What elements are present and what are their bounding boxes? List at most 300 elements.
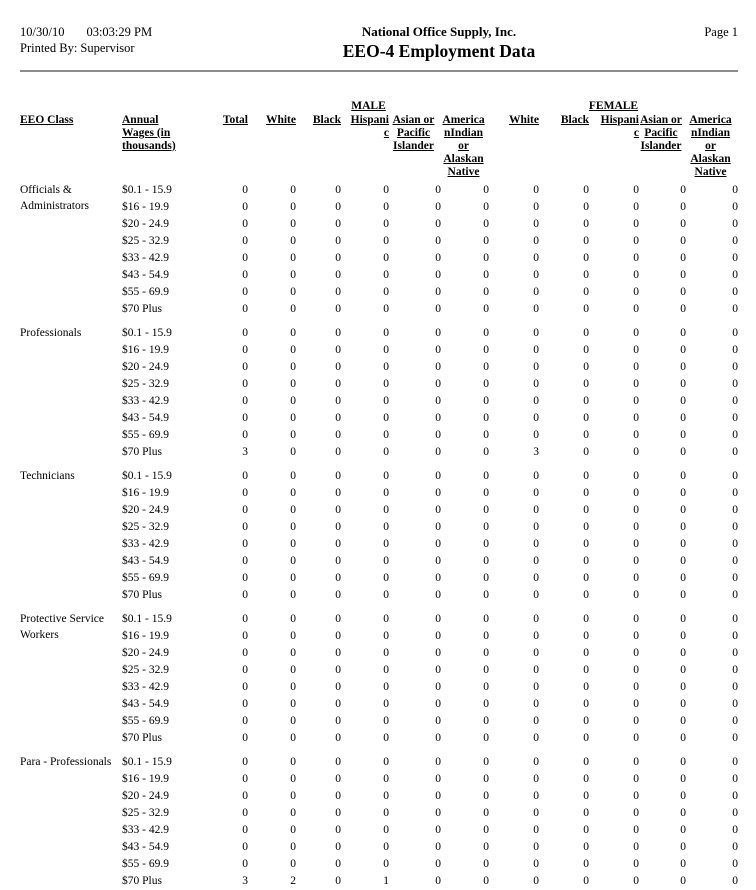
count-cell-female_hispanic: 0 <box>633 378 639 390</box>
wage-band-label: $55 - 69.9 <box>122 715 169 727</box>
eeo-section <box>20 754 738 890</box>
count-cell-male_white: 0 <box>290 429 296 441</box>
count-cell-male_asian_pacific: 0 <box>435 521 441 533</box>
count-cell-female_white: 0 <box>533 824 539 836</box>
table-row <box>122 250 738 267</box>
count-cell-male_white: 0 <box>290 303 296 315</box>
count-cell-female_american_indian: 0 <box>732 504 738 516</box>
count-cell-male_american_indian: 0 <box>483 807 489 819</box>
count-cell-male_black: 0 <box>335 201 341 213</box>
wage-band-label: $20 - 24.9 <box>122 647 169 659</box>
count-cell-male_black: 0 <box>335 378 341 390</box>
count-cell-male_hispanic: 0 <box>383 361 389 373</box>
count-cell-female_asian_pacific: 0 <box>680 361 686 373</box>
table-row <box>122 856 738 873</box>
count-cell-male_hispanic: 0 <box>383 344 389 356</box>
count-cell-female_hispanic: 0 <box>633 555 639 567</box>
count-cell-female_asian_pacific: 0 <box>680 429 686 441</box>
count-cell-male_american_indian: 0 <box>483 235 489 247</box>
count-cell-male_american_indian: 0 <box>483 395 489 407</box>
table-row <box>122 788 738 805</box>
table-row <box>122 519 738 536</box>
count-cell-total: 0 <box>242 303 248 315</box>
wage-band-label: $25 - 32.9 <box>122 521 169 533</box>
count-cell-female_white: 0 <box>533 664 539 676</box>
count-cell-female_american_indian: 0 <box>732 664 738 676</box>
count-cell-male_black: 0 <box>335 790 341 802</box>
count-cell-female_asian_pacific: 0 <box>680 572 686 584</box>
count-cell-female_black: 0 <box>583 858 589 870</box>
title-block <box>220 24 658 61</box>
count-cell-male_american_indian: 0 <box>483 470 489 482</box>
count-cell-male_black: 0 <box>335 344 341 356</box>
count-cell-male_asian_pacific: 0 <box>435 412 441 424</box>
wage-band-label: $43 - 54.9 <box>122 698 169 710</box>
count-cell-total: 0 <box>242 681 248 693</box>
table-row <box>122 359 738 376</box>
count-cell-male_hispanic: 0 <box>383 681 389 693</box>
count-cell-male_hispanic: 0 <box>383 446 389 458</box>
count-cell-female_hispanic: 0 <box>633 504 639 516</box>
count-cell-male_black: 0 <box>335 303 341 315</box>
count-cell-total: 0 <box>242 756 248 768</box>
count-cell-total: 0 <box>242 286 248 298</box>
page-number: Page 1 <box>704 25 738 39</box>
count-cell-female_asian_pacific: 0 <box>680 824 686 836</box>
count-cell-male_american_indian: 0 <box>483 841 489 853</box>
count-cell-female_black: 0 <box>583 773 589 785</box>
count-cell-female_american_indian: 0 <box>732 327 738 339</box>
table-row <box>122 679 738 696</box>
table-row <box>122 611 738 628</box>
count-cell-male_black: 0 <box>335 361 341 373</box>
count-cell-male_hispanic: 0 <box>383 630 389 642</box>
count-cell-male_hispanic: 0 <box>383 303 389 315</box>
count-cell-female_black: 0 <box>583 732 589 744</box>
column-header-female-american-indian-alaskan-native: America nIndian or Alaskan Native <box>689 114 732 178</box>
count-cell-male_american_indian: 0 <box>483 664 489 676</box>
count-cell-female_american_indian: 0 <box>732 252 738 264</box>
count-cell-male_black: 0 <box>335 538 341 550</box>
count-cell-male_white: 0 <box>290 361 296 373</box>
count-cell-male_asian_pacific: 0 <box>435 589 441 601</box>
count-cell-female_black: 0 <box>583 521 589 533</box>
wage-band-label: $20 - 24.9 <box>122 361 169 373</box>
count-cell-male_hispanic: 0 <box>383 235 389 247</box>
count-cell-female_asian_pacific: 0 <box>680 446 686 458</box>
count-cell-male_american_indian: 0 <box>483 218 489 230</box>
count-cell-female_american_indian: 0 <box>732 538 738 550</box>
count-cell-female_hispanic: 0 <box>633 613 639 625</box>
count-cell-male_white: 0 <box>290 790 296 802</box>
column-header-male-black: Black <box>312 114 341 126</box>
count-cell-female_american_indian: 0 <box>732 555 738 567</box>
column-header-male-asian-pacific-islander: Asian or Pacific Islander <box>392 114 435 152</box>
count-cell-female_hispanic: 0 <box>633 252 639 264</box>
count-cell-female_white: 0 <box>533 572 539 584</box>
wage-band-label: $70 Plus <box>122 732 162 744</box>
count-cell-female_black: 0 <box>583 201 589 213</box>
table-row <box>122 822 738 839</box>
count-cell-male_american_indian: 0 <box>483 538 489 550</box>
count-cell-male_hispanic: 0 <box>383 858 389 870</box>
wage-band-label: $55 - 69.9 <box>122 858 169 870</box>
wage-band-label: $0.1 - 15.9 <box>122 327 172 339</box>
count-cell-male_american_indian: 0 <box>483 732 489 744</box>
count-cell-male_black: 0 <box>335 429 341 441</box>
count-cell-female_hispanic: 0 <box>633 647 639 659</box>
count-cell-male_asian_pacific: 0 <box>435 395 441 407</box>
count-cell-female_hispanic: 0 <box>633 698 639 710</box>
count-cell-male_black: 0 <box>335 732 341 744</box>
count-cell-female_asian_pacific: 0 <box>680 344 686 356</box>
count-cell-female_asian_pacific: 0 <box>680 184 686 196</box>
count-cell-male_black: 0 <box>335 664 341 676</box>
count-cell-total: 0 <box>242 572 248 584</box>
count-cell-male_hispanic: 0 <box>383 732 389 744</box>
wage-band-label: $0.1 - 15.9 <box>122 756 172 768</box>
wage-band-label: $33 - 42.9 <box>122 395 169 407</box>
wage-band-label: $20 - 24.9 <box>122 790 169 802</box>
wage-band-label: $70 Plus <box>122 446 162 458</box>
count-cell-male_black: 0 <box>335 841 341 853</box>
table-row <box>122 805 738 822</box>
count-cell-female_black: 0 <box>583 429 589 441</box>
count-cell-female_black: 0 <box>583 647 589 659</box>
table-row <box>122 771 738 788</box>
column-header-male-white: White <box>265 114 296 126</box>
count-cell-female_hispanic: 0 <box>633 824 639 836</box>
table-row <box>122 233 738 250</box>
table-row <box>122 502 738 519</box>
count-cell-female_white: 0 <box>533 715 539 727</box>
count-cell-male_american_indian: 0 <box>483 681 489 693</box>
count-cell-female_asian_pacific: 0 <box>680 715 686 727</box>
count-cell-male_black: 0 <box>335 572 341 584</box>
count-cell-male_white: 0 <box>290 395 296 407</box>
wage-band-label: $55 - 69.9 <box>122 572 169 584</box>
count-cell-total: 0 <box>242 504 248 516</box>
count-cell-female_white: 0 <box>533 698 539 710</box>
count-cell-female_hispanic: 0 <box>633 286 639 298</box>
count-cell-female_hispanic: 0 <box>633 429 639 441</box>
wage-band-label: $16 - 19.9 <box>122 630 169 642</box>
count-cell-male_black: 0 <box>335 504 341 516</box>
count-cell-male_black: 0 <box>335 184 341 196</box>
count-cell-total: 0 <box>242 361 248 373</box>
count-cell-male_asian_pacific: 0 <box>435 715 441 727</box>
count-cell-female_american_indian: 0 <box>732 732 738 744</box>
count-cell-male_hispanic: 0 <box>383 589 389 601</box>
count-cell-total: 0 <box>242 378 248 390</box>
count-cell-male_asian_pacific: 0 <box>435 446 441 458</box>
eeo-class-label: Para - Professionals <box>20 756 112 768</box>
count-cell-female_white: 0 <box>533 218 539 230</box>
count-cell-female_black: 0 <box>583 395 589 407</box>
count-cell-total: 0 <box>242 858 248 870</box>
count-cell-female_hispanic: 0 <box>633 184 639 196</box>
count-cell-male_black: 0 <box>335 589 341 601</box>
eeo-table <box>20 100 738 890</box>
count-cell-total: 3 <box>242 875 248 887</box>
count-cell-female_black: 0 <box>583 252 589 264</box>
count-cell-female_american_indian: 0 <box>732 841 738 853</box>
count-cell-total: 0 <box>242 538 248 550</box>
count-cell-female_white: 0 <box>533 875 539 887</box>
count-cell-male_white: 0 <box>290 715 296 727</box>
wage-band-label: $16 - 19.9 <box>122 487 169 499</box>
count-cell-female_black: 0 <box>583 470 589 482</box>
count-cell-female_asian_pacific: 0 <box>680 286 686 298</box>
table-row <box>122 410 738 427</box>
count-cell-male_black: 0 <box>335 395 341 407</box>
print-time: 03:03:29 PM <box>86 25 153 39</box>
count-cell-male_asian_pacific: 0 <box>435 732 441 744</box>
count-cell-female_white: 0 <box>533 732 539 744</box>
male-column-headers <box>248 114 489 179</box>
count-cell-male_asian_pacific: 0 <box>435 698 441 710</box>
count-cell-male_asian_pacific: 0 <box>435 429 441 441</box>
count-cell-female_black: 0 <box>583 269 589 281</box>
table-row <box>122 645 738 662</box>
table-row <box>122 199 738 216</box>
wage-band-label: $16 - 19.9 <box>122 773 169 785</box>
count-cell-male_white: 0 <box>290 344 296 356</box>
count-cell-female_american_indian: 0 <box>732 875 738 887</box>
count-cell-male_white: 0 <box>290 647 296 659</box>
count-cell-male_hispanic: 0 <box>383 252 389 264</box>
count-cell-male_asian_pacific: 0 <box>435 303 441 315</box>
count-cell-male_black: 0 <box>335 252 341 264</box>
count-cell-female_asian_pacific: 0 <box>680 521 686 533</box>
count-cell-female_white: 0 <box>533 378 539 390</box>
print-date: 10/30/10 <box>20 25 65 39</box>
count-cell-female_white: 0 <box>533 807 539 819</box>
count-cell-female_black: 0 <box>583 807 589 819</box>
column-header-female-hispanic: Hispani c <box>600 114 639 139</box>
count-cell-male_american_indian: 0 <box>483 361 489 373</box>
count-cell-female_black: 0 <box>583 630 589 642</box>
count-cell-total: 0 <box>242 184 248 196</box>
count-cell-male_black: 0 <box>335 412 341 424</box>
count-cell-male_american_indian: 0 <box>483 630 489 642</box>
count-cell-male_american_indian: 0 <box>483 446 489 458</box>
count-cell-male_asian_pacific: 0 <box>435 361 441 373</box>
count-cell-female_asian_pacific: 0 <box>680 589 686 601</box>
table-row <box>122 376 738 393</box>
gender-group-row <box>20 100 738 113</box>
wage-band-label: $33 - 42.9 <box>122 538 169 550</box>
count-cell-female_american_indian: 0 <box>732 647 738 659</box>
wage-band-label: $25 - 32.9 <box>122 807 169 819</box>
count-cell-female_american_indian: 0 <box>732 487 738 499</box>
count-cell-female_american_indian: 0 <box>732 361 738 373</box>
count-cell-total: 0 <box>242 521 248 533</box>
count-cell-male_asian_pacific: 0 <box>435 487 441 499</box>
count-cell-male_american_indian: 0 <box>483 572 489 584</box>
table-row <box>122 485 738 502</box>
count-cell-female_asian_pacific: 0 <box>680 875 686 887</box>
count-cell-male_asian_pacific: 0 <box>435 841 441 853</box>
wage-band-label: $33 - 42.9 <box>122 824 169 836</box>
count-cell-female_hispanic: 0 <box>633 361 639 373</box>
eeo-section <box>20 325 738 461</box>
table-row <box>122 342 738 359</box>
table-row <box>122 393 738 410</box>
count-cell-total: 0 <box>242 412 248 424</box>
count-cell-male_hispanic: 0 <box>383 327 389 339</box>
count-cell-male_american_indian: 0 <box>483 201 489 213</box>
count-cell-male_asian_pacific: 0 <box>435 858 441 870</box>
count-cell-male_asian_pacific: 0 <box>435 327 441 339</box>
wage-band-label: $0.1 - 15.9 <box>122 613 172 625</box>
count-cell-female_black: 0 <box>583 681 589 693</box>
count-cell-female_black: 0 <box>583 412 589 424</box>
wage-band-label: $16 - 19.9 <box>122 201 169 213</box>
count-cell-male_hispanic: 0 <box>383 412 389 424</box>
eeo-class-label: Professionals <box>20 327 82 339</box>
count-cell-male_white: 0 <box>290 630 296 642</box>
count-cell-female_hispanic: 0 <box>633 303 639 315</box>
count-cell-male_hispanic: 0 <box>383 773 389 785</box>
table-row <box>122 444 738 461</box>
count-cell-male_asian_pacific: 0 <box>435 875 441 887</box>
count-cell-male_hispanic: 0 <box>383 664 389 676</box>
count-cell-female_american_indian: 0 <box>732 715 738 727</box>
count-cell-female_white: 0 <box>533 252 539 264</box>
count-cell-female_white: 0 <box>533 504 539 516</box>
count-cell-male_american_indian: 0 <box>483 487 489 499</box>
count-cell-female_american_indian: 0 <box>732 613 738 625</box>
count-cell-male_american_indian: 0 <box>483 589 489 601</box>
table-row <box>122 301 738 318</box>
count-cell-male_white: 0 <box>290 807 296 819</box>
count-cell-female_white: 0 <box>533 361 539 373</box>
count-cell-total: 0 <box>242 790 248 802</box>
count-cell-male_asian_pacific: 0 <box>435 504 441 516</box>
count-cell-female_hispanic: 0 <box>633 841 639 853</box>
count-cell-female_asian_pacific: 0 <box>680 681 686 693</box>
count-cell-male_white: 0 <box>290 681 296 693</box>
count-cell-female_american_indian: 0 <box>732 521 738 533</box>
count-cell-female_black: 0 <box>583 361 589 373</box>
count-cell-female_american_indian: 0 <box>732 698 738 710</box>
count-cell-male_white: 2 <box>290 875 296 887</box>
count-cell-female_asian_pacific: 0 <box>680 252 686 264</box>
count-cell-male_american_indian: 0 <box>483 647 489 659</box>
count-cell-female_black: 0 <box>583 715 589 727</box>
count-cell-total: 0 <box>242 555 248 567</box>
count-cell-male_asian_pacific: 0 <box>435 664 441 676</box>
count-cell-male_white: 0 <box>290 446 296 458</box>
count-cell-male_hispanic: 0 <box>383 790 389 802</box>
count-cell-female_black: 0 <box>583 344 589 356</box>
count-cell-male_asian_pacific: 0 <box>435 824 441 836</box>
count-cell-female_hispanic: 0 <box>633 470 639 482</box>
count-cell-male_black: 0 <box>335 756 341 768</box>
wage-band-label: $70 Plus <box>122 589 162 601</box>
count-cell-male_american_indian: 0 <box>483 715 489 727</box>
count-cell-female_asian_pacific: 0 <box>680 807 686 819</box>
count-cell-male_hispanic: 0 <box>383 647 389 659</box>
count-cell-female_black: 0 <box>583 875 589 887</box>
count-cell-male_american_indian: 0 <box>483 824 489 836</box>
count-cell-female_hispanic: 0 <box>633 235 639 247</box>
count-cell-male_asian_pacific: 0 <box>435 201 441 213</box>
count-cell-female_american_indian: 0 <box>732 218 738 230</box>
count-cell-male_american_indian: 0 <box>483 790 489 802</box>
column-header-female-asian-pacific-islander: Asian or Pacific Islander <box>640 114 682 152</box>
count-cell-male_black: 0 <box>335 327 341 339</box>
group-row-spacer <box>20 100 248 113</box>
count-cell-female_white: 0 <box>533 613 539 625</box>
count-cell-male_hispanic: 0 <box>383 184 389 196</box>
count-cell-male_american_indian: 0 <box>483 184 489 196</box>
count-cell-male_white: 0 <box>290 184 296 196</box>
count-cell-total: 0 <box>242 470 248 482</box>
count-cell-male_white: 0 <box>290 504 296 516</box>
count-cell-total: 0 <box>242 824 248 836</box>
count-cell-female_american_indian: 0 <box>732 858 738 870</box>
print-date-line <box>20 24 220 40</box>
count-cell-male_black: 0 <box>335 555 341 567</box>
count-cell-female_black: 0 <box>583 790 589 802</box>
count-cell-male_hispanic: 0 <box>383 470 389 482</box>
count-cell-female_hispanic: 0 <box>633 630 639 642</box>
count-cell-female_hispanic: 0 <box>633 201 639 213</box>
wage-band-label: $70 Plus <box>122 875 162 887</box>
count-cell-female_american_indian: 0 <box>732 756 738 768</box>
count-cell-female_black: 0 <box>583 184 589 196</box>
column-header-female-white: White <box>508 114 539 126</box>
count-cell-female_asian_pacific: 0 <box>680 613 686 625</box>
count-cell-female_asian_pacific: 0 <box>680 858 686 870</box>
count-cell-total: 0 <box>242 235 248 247</box>
wage-band-label: $43 - 54.9 <box>122 841 169 853</box>
count-cell-female_black: 0 <box>583 235 589 247</box>
count-cell-total: 0 <box>242 589 248 601</box>
wage-band-label: $43 - 54.9 <box>122 555 169 567</box>
count-cell-female_asian_pacific: 0 <box>680 698 686 710</box>
count-cell-total: 0 <box>242 715 248 727</box>
count-cell-female_white: 0 <box>533 344 539 356</box>
count-cell-total: 0 <box>242 773 248 785</box>
count-cell-female_white: 0 <box>533 647 539 659</box>
count-cell-total: 0 <box>242 201 248 213</box>
count-cell-male_hispanic: 0 <box>383 269 389 281</box>
count-cell-female_white: 0 <box>533 235 539 247</box>
count-cell-male_american_indian: 0 <box>483 286 489 298</box>
count-cell-male_white: 0 <box>290 269 296 281</box>
count-cell-male_white: 0 <box>290 218 296 230</box>
male-group-header: MALE <box>351 100 386 112</box>
count-cell-female_american_indian: 0 <box>732 470 738 482</box>
count-cell-male_american_indian: 0 <box>483 344 489 356</box>
count-cell-total: 0 <box>242 807 248 819</box>
count-cell-total: 0 <box>242 664 248 676</box>
count-cell-male_hispanic: 0 <box>383 841 389 853</box>
wage-band-label: $16 - 19.9 <box>122 344 169 356</box>
count-cell-male_asian_pacific: 0 <box>435 773 441 785</box>
count-cell-female_white: 0 <box>533 858 539 870</box>
count-cell-male_asian_pacific: 0 <box>435 184 441 196</box>
count-cell-male_asian_pacific: 0 <box>435 269 441 281</box>
count-cell-male_hispanic: 0 <box>383 487 389 499</box>
count-cell-male_asian_pacific: 0 <box>435 647 441 659</box>
wage-band-label: $25 - 32.9 <box>122 378 169 390</box>
count-cell-female_american_indian: 0 <box>732 572 738 584</box>
count-cell-female_american_indian: 0 <box>732 446 738 458</box>
